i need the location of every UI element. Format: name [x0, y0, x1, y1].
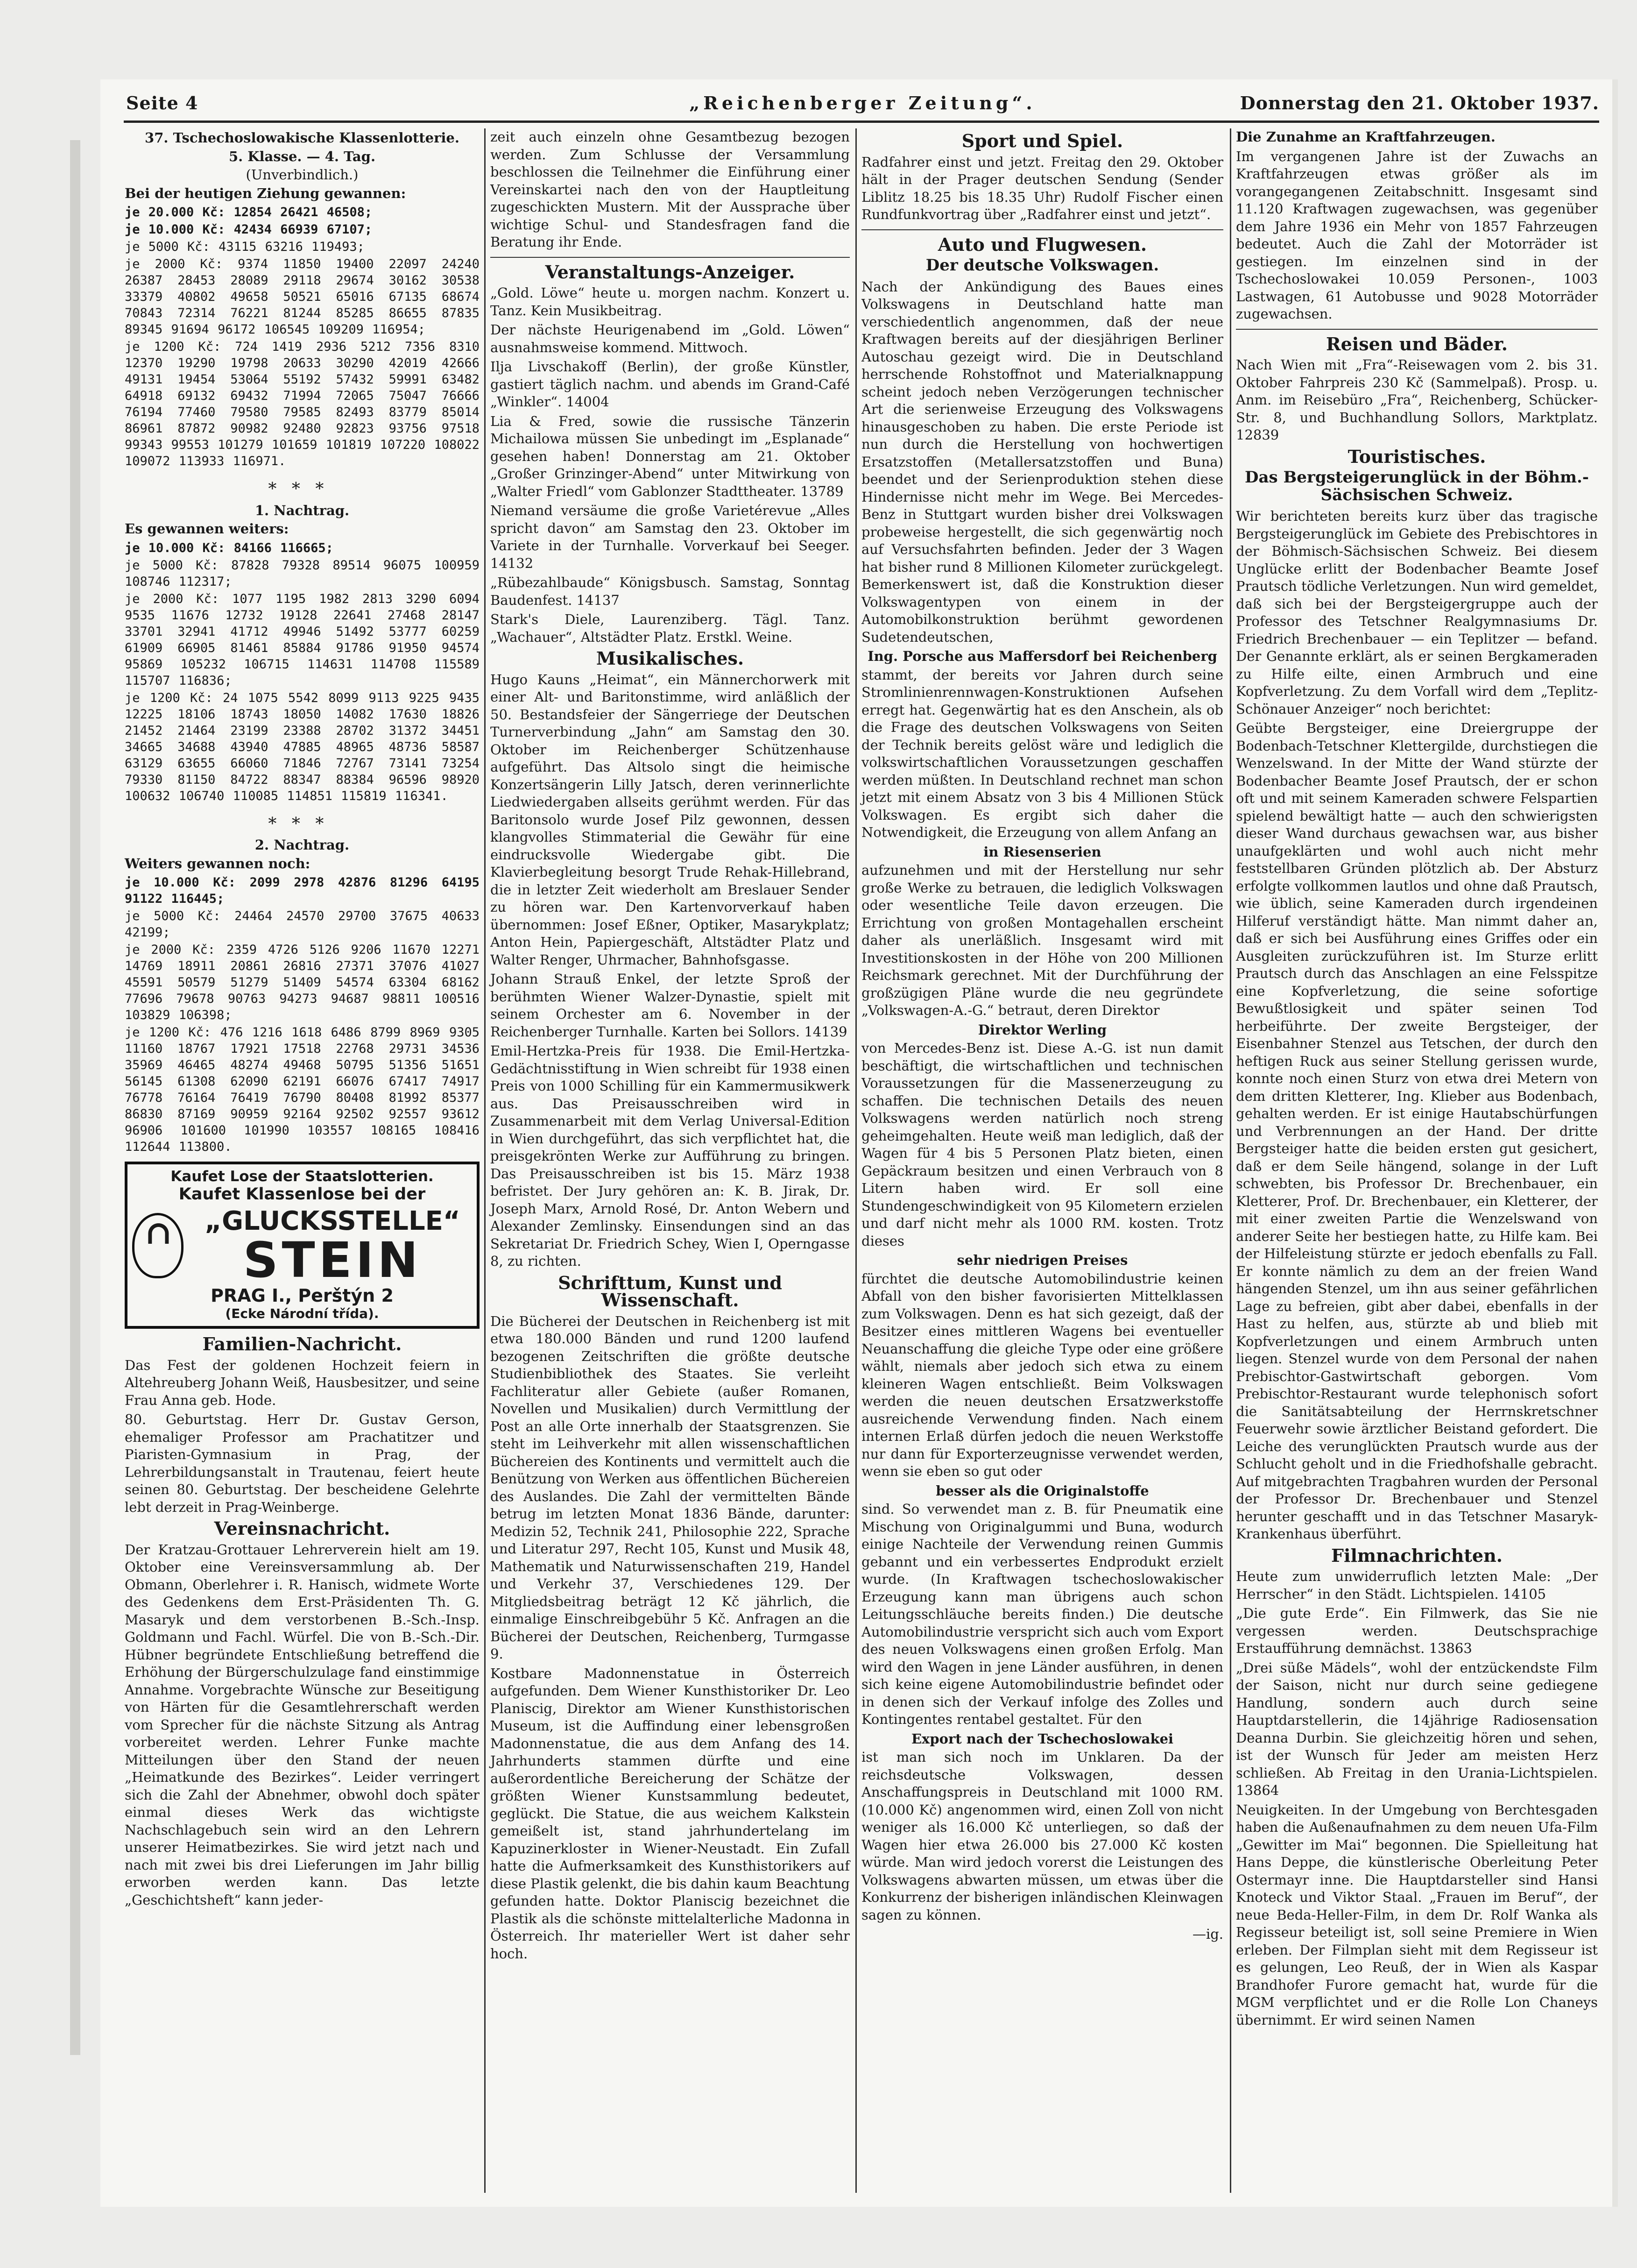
- section-heading: Reisen und Bäder.: [1326, 333, 1508, 354]
- section-heading: Veranstaltungs-Anzeiger.: [545, 261, 795, 283]
- article-paragraph: sind. So verwendet man z. B. für Pneumatik eine Mischung von Originalgummi und Buna, wodurch einige Nachteile der Verwendung reinen Gummis gebannt und ein verbessertes Endprodukt erzielt wurde. (In Kraftwagen tschechoslowakischer Erzeugung kann man übrigens auch schon Leitungsschläuche bereits finden.) Die deutsche Automobilindustrie verspricht sich auch vom Export des neuen Volkswagens einen großen Erfolg. Man wird den Wagen in jene Länder ausführen, in denen sich keine eigene Automobilindustrie befindet oder in denen sich der Verkauf infolge des Zolles und Kontingentes rentabel gestaltet. Für den: [861, 1501, 1223, 1727]
- article-subheading: in Riesenserien: [983, 843, 1101, 860]
- section-stars: ∗∗∗: [267, 476, 338, 495]
- article-paragraph: Kostbare Madonnenstatue in Österreich aufgefunden. Dem Wiener Kunsthistoriker Dr. Leo Planiscig, Direktor am Wiener Kunsthistorischen Museum, ist die Auffindung einer lebensgroßen Madonnenstatue, die aus dem Anfang des 14. Jahrhunderts stammen dürfte und eine außerordentliche Bereicherung der Schätze der größten Wiener Kunstsammlung bedeutet, geglückt. Die Statue, die aus weichem Kalkstein gemeißelt ist, stand jahrhundertelang im Kapuzinerkloster in Wiener-Neustadt. Ein Zufall hatte die Aufmerksamkeit des Kunsthistorikers auf diese Plastik gelenkt, die bis dahin kaum Beachtung gefunden hatte. Doktor Planiscig bezeichnet die Plastik als die schönste mittelalterliche Madonna in Österreich. Ihr materieller Wert ist daher sehr hoch.: [490, 1665, 850, 1962]
- ad-address: PRAG I., Perštýn 2: [211, 1285, 394, 1306]
- article-paragraph: von Mercedes-Benz ist. Diese A.-G. ist nun damit beschäftigt, die wirtschaftlichen und technischen Voraussetzungen für die Massenerzeugung zu schaffen. Die technischen Details des neuen Volkswagens werden natürlich noch streng geheimgehalten. Heute weiß man lediglich, daß der Wagen für 4 bis 5 Personen Platz bieten, einen Gepäckraum besitzen und einen Verbrauch von 8 Litern haben wird. Er soll eine Stundengeschwindigkeit von 95 Kilometern erzielen und darf nicht mehr als 1000 RM. kosten. Trotz dieses: [861, 1040, 1223, 1249]
- article-paragraph: Die Bücherei der Deutschen in Reichenberg ist mit etwa 180.000 Bänden und rund 1200 laufend bezogenen Zeitschriften die größte deutsche Studienbibliothek des Staates. Sie verleiht Fachliteratur aller Gebiete (außer Romanen, Novellen und Musikalien) durch Vermittlung der Post an alle Orte innerhalb der Staatsgrenzen. Sie steht im Leihverkehr mit allen wissenschaftlichen Büchereien des Kontinents und vermittelt auch die Benützung von Werken aus öffentlichen Büchereien des Auslandes. Die Zahl der vermittelten Bände betrug im letzten Monat 1836 Bände, darunter: Medizin 52, Technik 241, Philosophie 222, Sprache und Literatur 297, Recht 105, Kunst und Musik 48, Mathematik und Naturwissenschaften 219, Handel und Verkehr 37, Verschiedenes 129. Der Mitgliedsbeitrag beträgt 12 Kč jährlich, die einmalige Einschreibgebühr 5 Kč. Anfragen an die Bücherei der Deutschen, Reichenberg, Turmgasse 9.: [490, 1313, 850, 1662]
- article-paragraph: Radfahrer einst und jetzt. Freitag den 29. Oktober hält in der Prager deutschen Sendung (Sender Liblitz 18.25 bis 18.35 Uhr) Rudolf Fischer einen Rundfunkvortrag über „Radfahrer einst und jetzt“.: [861, 154, 1223, 222]
- article-paragraph: Hugo Kauns „Heimat“, ein Männerchorwerk mit einer Alt- und Baritonstimme, wird anläßlich der 50. Bestandsfeier der Sängerriege der Deutschen Turnerverbindung „Jahn“ am Samstag den 30. Oktober im Reichenberger Schützenhause aufgeführt. Das Altsolo singt die heimische Konzertsängerin Lilly Jatsch, deren verinnerlichte Liedwiedergaben allseits gerühmt werden. Für das Baritonsolo wurde Josef Pilz gewonnen, dessen klangvolles Stimmaterial die Gewähr für eine eindrucksvolle Wiedergabe gibt. Die Klavierbegleitung besorgt Trude Rehak-Hillebrand, die in letzter Zeit wiederholt am Breslauer Sender zu hören war. Den Kartenvorverkauf haben übernommen: Josef Eßner, Optiker, Masarykplatz; Anton Hein, Papiergeschäft, Altstädter Platz und Walter Renger, Uhrmacher, Bahnhofsgasse.: [490, 671, 850, 968]
- lottery-numbers: je 5000 Kč: 87828 79328 89514 96075 100959 108746 112317;: [125, 558, 488, 589]
- notice: „Die gute Erde“. Ein Filmwerk, das Sie nie vergessen werden. Deutschsprachige Erstaufführung demnächst. 13863: [1236, 1605, 1598, 1656]
- ad-address-note: (Ecke Národní třída).: [225, 1305, 379, 1321]
- lottery-numbers: je 10.000 Kč: 2099 2978 42876 81296 64195 91122 116445;: [125, 875, 488, 906]
- notice: Niemand versäume die große Varietérevue „Alles spricht davon“ am Samstag den 23. Oktober im Variete in der Turnhalle. Vorverkauf bei Seeger. 14132: [490, 503, 850, 571]
- article-paragraph: Der Kratzau-Grottauer Lehrerverein hielt am 19. Oktober eine Vereinsversammlung ab. Der Obmann, Oberlehrer i. R. Hanisch, widmete Worte des Gedenkens dem Erst-Präsidenten Th. G. Masaryk und dem verstorbenen B.-Sch.-Insp. Goldmann und Fachl. Würfel. Die von B.-Sch.-Dir. Hübner begründete Entschließung betreffend die Erhöhung der Bürgerschulzulage fand einstimmige Annahme. Vorgebrachte Wünsche zur Beseitigung von Härten für die Gesamtlehrerschaft werden vom Sprecher für die nächste Sitzung als Antrag vorbereitet werden. Lehrer Funke machte Mitteilungen über den Stand der neuen „Heimatkunde des Bezirkes“. Leider verringert sich die Zahl der Abnehmer, obwohl doch später einmal dieses Werk das wichtigste Nachschlagebuch sein wird an den Lehrern unserer Heimatbezirkes. Sie wird jetzt nach und nach mit zwei bis drei Lieferungen im Jahr billig erworben werden kann. Das letzte „Geschichtsheft“ kann jeder-: [125, 1541, 480, 1908]
- lottery-class: 5. Klasse. — 4. Tag.: [228, 148, 376, 164]
- lottery-intro: Bei der heutigen Ziehung gewannen:: [125, 185, 406, 201]
- section-rule: [1236, 329, 1598, 330]
- notice: Nach Wien mit „Fra“-Reisewagen vom 2. bis 31. Oktober Fahrpreis 230 Kč (Sammelpaß). Prosp. u. Anm. im Reisebüro „Fra“, Reichenberg, Schücker-Str. 8, und Buchhandlung Sollors, Marktplatz. 12839: [1236, 357, 1598, 443]
- article-paragraph: stammt, der bereits vor Jahren durch seine Stromlinienrennwagen-Konstruktionen Aufsehen erregt hat. Gegenwärtig hat es den Anschein, als ob die Frage des deutschen Volkswagens von Seiten der Technik bereits gelöst wäre und lediglich die volkswirtschaftlichen Voraussetzungen geschaffen werden müßten. In Deutschland rechnet man schon jetzt mit einem Absatz von 3 bis 4 Millionen Stück Volkswagen. Es ergibt sich daher die Notwendigkeit, die Erzeugung von allem Anfang an: [861, 666, 1223, 840]
- notice: Der nächste Heurigenabend im „Gold. Löwen“ ausnahmsweise kommend. Mittwoch.: [490, 322, 850, 355]
- lottery-numbers: je 10.000 Kč: 84166 116665;: [125, 540, 333, 555]
- section-heading: Touristisches.: [1348, 446, 1486, 467]
- lottery-numbers: je 2000 Kč: 2359 4726 5126 9206 11670 12271 14769 18911 20861 26816 27371 37076 41027 45591 50579 51279 51409 54574 63304 68162 77696 79678 90763 94273 94687 98811 100516 103829 106398;: [125, 943, 488, 1022]
- column-rule: [1230, 128, 1231, 2193]
- article-paragraph: Wir berichteten bereits kurz über das tragische Bergsteigerunglück im Gebiete des Prebischtores in der Böhmisch-Sächsischen Schweiz. Bei diesem Unglücke erlitt der Bodenbacher Beamte Josef Prautsch tödliche Verletzungen. Nun wird gemeldet, daß sich bei der Bergsteigergruppe auch der Professor des Tetschner Realgymnasiums Dr. Friedrich Brechenbauer — ein Teplitzer — befand. Der Genannte erklärt, als er seinen Bergkameraden zu Hilfe eilte, einen Armbruch und eine Kopfverletzung. Zu dem Vorfall wird dem „Teplitz-Schönauer Anzeiger“ noch berichtet:: [1236, 508, 1598, 717]
- article-subheading: besser als die Originalstoffe: [936, 1482, 1149, 1499]
- column-3: [861, 128, 1223, 2197]
- section-heading: Sport und Spiel.: [961, 130, 1123, 151]
- article-paragraph: Neuigkeiten. In der Umgebung von Berchtesgaden haben die Außenaufnahmen zu dem neuen Ufa-Film „Gewitter im Mai“ begonnen. Die Spielleitung hat Hans Deppe, die künstlerische Oberleitung Peter Ostermayr inne. Die Hauptdarsteller sind Hansi Knoteck und Viktor Staal. „Frauen im Beruf“, der neue Beda-Heller-Film, in dem Dr. Rolf Wanka als Regisseur beteiligt ist, soll seine Premiere in Wien erleben. Der Filmplan sieht mit dem Regisseur ist es gelungen, Leo Reuß, der in Wien als Kaspar Brandhofer Furore gemacht hat, wurde für die MGM verpflichtet und er die Rolle Lon Chaneys übernimmt. Er wird seinen Namen: [1236, 1801, 1598, 2028]
- newspaper-page: [100, 79, 1618, 2207]
- issue-date: Donnerstag den 21. Oktober 1937.: [1240, 92, 1599, 113]
- ad-line: Kaufet Lose der Staatslotterien.: [170, 1168, 434, 1185]
- section-stars: ∗∗∗: [267, 810, 338, 830]
- article-paragraph: 80. Geburtstag. Herr Dr. Gustav Gerson, ehemaliger Professor am Prachatitzer und Piaristen-Gymnasium in Prag, der Lehrerbildungsanstalt in Trautenau, feiert heute seinen 80. Geburtstag. Der bescheidene Gelehrte lebt derzeit in Prag-Weinberge.: [125, 1411, 480, 1515]
- section-heading: Schrifttum, Kunst und Wissenschaft.: [558, 1272, 782, 1311]
- lottery-numbers: je 5000 Kč: 24464 24570 29700 37675 40633 42199;: [125, 909, 488, 940]
- header-rule: [124, 120, 1599, 123]
- section-heading: Filmnachrichten.: [1331, 1545, 1503, 1566]
- section-heading: Familien-Nachricht.: [202, 1333, 402, 1354]
- section-heading: Musikalisches.: [596, 648, 744, 669]
- notice: „Rübezahlbaude“ Königsbusch. Samstag, Sonntag Baudenfest. 14137: [490, 574, 850, 608]
- article-subheading: sehr niedrigen Preises: [957, 1252, 1128, 1268]
- ad-body: [132, 1206, 472, 1289]
- article-paragraph: zeit auch einzeln ohne Gesamtbezug bezogen werden. Zum Schlusse der Versammlung beschlossen die Teilnehmer die Einführung einer Vereinskartei nach den von der Hauptleitung zugeschickten Mustern. Mit der Aussprache über wichtige Schul- und Standesfragen fand die Beratung ihr Ende.: [490, 129, 850, 250]
- lottery-numbers: je 10.000 Kč: 42434 66939 67107;: [125, 222, 373, 237]
- article-paragraph: fürchtet die deutsche Automobilindustrie keinen Abfall von den bisher favorisierten Mittelklassen zum Volkswagen. Denn es hat sich gezeigt, daß der Besitzer eines mittleren Wagens bei eventueller Neuanschaffung die gleiche Type oder eine größere wählt, niemals aber jedoch sich etwa zu einem kleineren Wagen entschließt. Beim Volkswagen werden die neuen deutschen Ersatzwerkstoffe ausreichende Verwendung finden. Nach einem internen Erlaß dürfen jedoch die neuen Werkstoffe nur dann für Exporterzeugnisse verwendet werden, wenn sie eben so gut oder: [861, 1270, 1223, 1479]
- lottery-numbers: je 1200 Kč: 724 1419 2936 5212 7356 8310 12370 19290 19798 20633 30290 42019 42666 49131 19454 53064 55192 57432 59991 63482 64918 69132 69432 71994 72065 75047 76666 76194 77460 79580 79585 82493 83779 85014 86961 87872 90982 92480 92823 93756 97518 99343 99553 101279 101659 101819 107220 108022 109072 113933 116971.: [125, 340, 488, 468]
- lottery-numbers: je 2000 Kč: 9374 11850 19400 22097 24240 26387 28453 28089 29118 29674 30162 30538 33379 40802 49658 50521 65016 67135 68674 70843 72314 76221 81244 85285 86655 87835 89345 91694 96172 106545 109209 116954;: [125, 257, 488, 337]
- page-number: Seite 4: [126, 92, 198, 113]
- article-paragraph: Emil-Hertzka-Preis für 1938. Die Emil-Hertzka-Gedächtnisstiftung in Wien schreibt für 1938 einen Preis von 1000 Schilling für ein Kammermusikwerk aus. Das Preisausschreiben wird in Zusammenarbeit mit dem Verlag Universal-Edition in Wien durchgeführt, das sich verpflichtet hat, die preisgekrönten Werke zur Aufführung zu bringen. Das Preisausschreiben ist bis 15. März 1938 befristet. Der Jury gehören an: K. B. Jirak, Dr. Joseph Marx, Arnold Rosé, Dr. Anton Webern und Alexander Zemlinsky. Einsendungen sind an das Sekretariat Dr. Friedrich Schey, Wien I, Operngasse 8, zu richten.: [490, 1043, 850, 1269]
- notice: Ilja Livschakoff (Berlin), der große Künstler, gastiert täglich nachm. und abends im Grand-Café „Winkler“. 14004: [490, 359, 850, 410]
- notice: Lia & Fred, sowie die russische Tänzerin Michailowa müssen Sie unbedingt im „Esplanade“ gesehen haben! Donnerstag am 21. Oktober „Großer Grinzinger-Abend“ unter Mitwirkung von „Walter Friedl“ vom Gablonzer Stadttheater. 13789: [490, 413, 850, 499]
- article-headline: Der deutsche Volkswagen.: [925, 256, 1159, 275]
- article-paragraph: aufzunehmen und mit der Herstellung nur sehr große Werke zu betrauen, die lediglich Volkswagen oder wesentliche Teile davon erzeugen. Die Errichtung von großen Montagehallen erscheint daher als unerläßlich. Insgesamt wird mit Investitionskosten in der Höhe von 200 Millionen Reichsmark gerechnet. Mit der Durchführung der großzügigen Pläne wurde die neu gegründete „Volkswagen-A.-G.“ betraut, deren Direktor: [861, 862, 1223, 1018]
- lottery-note: (Unverbindlich.): [246, 167, 359, 183]
- article-paragraph: Johann Strauß Enkel, der letzte Sproß der berühmten Wiener Walzer-Dynastie, spielt mit seinem Orchester am 6. November in der Reichenberger Turnhalle. Karten bei Sollors. 14139: [490, 971, 850, 1040]
- article-lead: Die Zunahme an Kraftfahrzeugen.: [1236, 129, 1496, 145]
- column-rule: [855, 128, 857, 2193]
- ad-brand: [193, 1206, 472, 1289]
- column-2: [490, 128, 850, 2197]
- ad-brand-stein: STEIN: [243, 1232, 422, 1289]
- section-rule: [861, 229, 1223, 230]
- notice: „Gold. Löwe“ heute u. morgen nachm. Konzert u. Tanz. Kein Musikbeitrag.: [490, 285, 850, 319]
- newspaper-name: „Reichenberger Zeitung“.: [689, 92, 1036, 113]
- article-subheading: Export nach der Tschechoslowakei: [911, 1730, 1174, 1747]
- supplement-intro: Es gewannen weiters:: [125, 521, 289, 537]
- section-heading: Auto und Flugwesen.: [938, 234, 1147, 255]
- supplement-intro: Weiters gewannen noch:: [125, 855, 310, 872]
- notice: Heute zum unwiderruflich letzten Male: „Der Herrscher“ in den Städt. Lichtspielen. 14105: [1236, 1568, 1598, 1602]
- article-paragraph: ist man sich noch im Unklaren. Da der reichsdeutsche Volkswagen, dessen Anschaffungspreis in Deutschland mit 1000 RM. (10.000 Kč) angenommen wird, einen Zoll von nicht weniger als 16.000 Kč unterliegen, so daß der Wagen hier etwa 26.000 bis 27.000 Kč kosten würde. Man wird jedoch vorerst die Leistungen des Volkswagens abwarten müssen, um etwas über die Konkurrenz der bisherigen inländischen Kleinwagen sagen zu können.: [861, 1749, 1223, 1923]
- article-paragraph: Im vergangenen Jahre ist der Zuwachs an Kraftfahrzeugen etwas größer als im vorangegangenen Zeitabschnitt. Insgesamt sind 11.120 Kraftwagen zugewachsen, was gegenüber dem Jahre 1936 ein Mehr von 1857 Fahrzeugen bedeutet. Auch die Zahl der Motorräder ist gestiegen. Im einzelnen sind in der Tschechoslowakei 10.059 Personen-, 1003 Lastwagen, 61 Autobusse und 9028 Motorräder zugewachsen.: [1236, 148, 1598, 322]
- page-header: [126, 89, 1599, 121]
- lottery-advertisement: [125, 1162, 480, 1329]
- column-1: [125, 128, 488, 2197]
- lottery-numbers: je 2000 Kč: 1077 1195 1982 2813 3290 6094 9535 11676 12732 19128 22641 27468 28147 33701 32941 41712 49946 51492 53777 60259 61909 66905 81461 85884 91786 91950 94574 95869 105232 106715 114631 114708 115589 115707 116836;: [125, 591, 488, 688]
- article-subheading: Ing. Porsche aus Maffersdorf bei Reichenberg: [868, 648, 1217, 664]
- author-sign: —ig.: [1192, 1926, 1223, 1942]
- article-paragraph: Geübte Bergsteiger, eine Dreiergruppe der Bodenbach-Tetschner Klettergilde, durchstiegen die Wenzelswand. In der Mitte der Wand stürzte der Bodenbacher Beamte Josef Prautsch, der er schon oft und mit seinem Kameraden schwere Felspartien spielend bewältigt hatte — auch den schwierigsten dieser Wand durchaus gewachsen war, aus bisher unaufgeklärten und wohl auch nicht mehr feststellbaren Gründen plötzlich ab. Der Absturz erfolgte vollkommen lautlos und ohne daß Prautsch, wie üblich, seine Kameraden durch irgendeinen Hilferuf verständigt hätte. Man nimmt daher an, daß er sich bei Ausführung eines Griffes oder ein Ausgleiten zurückzuführen ist. Im Sturze erlitt Prautsch durch das Anschlagen an eine Felsspitze eine Kopfverletzung, die seine sofortige Bewußtlosigkeit und später seinen Tod herbeiführte. Der zweite Bergsteiger, der Eisenbahner Stenzel aus Tetschen, der durch den heftigen Ruck aus seiner Stellung gerissen wurde, konnte noch einen Sturz von etwa drei Metern von dem dritten Kletterer, Ing. Klieber aus Bodenbach, gehalten werden. Er ist einige Hautabschürfungen und Verbrennungen an der Hand. Der dritte Bergsteiger hatte die beiden ersten gut gesichert, daß er dem Seile hängend, solange in der Luft schwebten, bis Professor Dr. Brechenbauer, ein Kletterer, Prof. Dr. Brechenbauer, ein Kletterer, der mit einer zweiten Partie die Wenzelswand von anderer Seite her bestiegen hatte, zu Hilfe kam. Bei der Hilfeleistung stürzte er jedoch ebenfalls zu Fall. Er konnte nämlich zu dem an der freien Wand hängenden Stenzel, um ihn aus seiner gefährlichen Lage zu befreien, gibt aber dabei, ebenfalls in der Hast zu helfen, aus, stürzte ab und blieb mit Kopfverletzungen und einem Armbruch unten liegen. Stenzel wurde von dem Personal der nahen Prebischtor-Gastwirtschaft geborgen. Vom Prebischtor-Restaurant wurde telephonisch sofort die Sanitätsabteilung der Herrnskretschner Feuerwehr sowie ärztlicher Beistand gefordert. Die Leiche des verunglückten Prautsch wurde aus der Schlucht geholt und in die Friedhofshalle gebracht. Auf mitgebrachten Tragbahren wurden der Personal der Professor Dr. Brechenbauer und Stenzel herunter geschafft und in das Tetschner Masaryk-Krankenhaus überführt.: [1236, 720, 1598, 1542]
- notice: „Drei süße Mädels“, wohl der entzückendste Film der Saison, nicht nur durch seine gediegene Handlung, sondern auch durch seine Hauptdarstellerin, die 14jährige Radiosensation Deanna Durbin. Sie gleichzeitig hören und sehen, ist der Wunsch für Jeder am meisten Herz schließen. Ab Freitag in den Urania-Lichtspielen. 13864: [1236, 1659, 1598, 1798]
- lottery-numbers: je 1200 Kč: 24 1075 5542 8099 9113 9225 9435 12225 18106 18743 18050 14082 17630 18826 21452 21464 23199 23388 28702 31372 34451 34665 34688 43940 47885 48965 48736 58587 63129 63655 66060 71846 72767 73141 73254 79330 81150 84722 88347 88384 96596 98920 100632 106740 110085 114851 115819 116341.: [125, 690, 488, 803]
- page-edge-shadow: [70, 140, 80, 2055]
- horseshoe-logo-icon: [132, 1213, 183, 1278]
- lottery-numbers: je 5000 Kč: 43115 63216 119493;: [125, 240, 365, 254]
- column-4: [1236, 128, 1598, 2197]
- lottery-numbers: je 1200 Kč: 476 1216 1618 6486 8799 8969 9305 11160 18767 17921 17518 22768 29731 34536 35969 46465 48274 49468 50795 51356 51651 56145 61308 62090 62191 66076 67417 74917 76778 76164 76419 76790 80408 81992 85377 86830 87169 90959 92164 92502 92557 93612 96906 101600 101990 103557 108165 108416 112644 113800.: [125, 1025, 488, 1154]
- scan-margin: [1612, 79, 1618, 2207]
- article-paragraph: Nach der Ankündigung des Baues eines Volkswagens in Deutschland hatte man verschiedentlich angenommen, daß der neue Kraftwagen bereits auf der diesjährigen Berliner Autoschau gezeigt wird. Die in Deutschland herrschende Rohstoffnot und Materialknappung scheint jedoch neben Verzögerungen technischer Art die serienweise Erzeugung des Volkswagens hinausgeschoben zu haben. Die erste Periode ist nun durch die Herstellung von hochwertigen Ersatzstoffen (Metallersatzstoffen und Buna) beendet und der Serienproduktion stehen diese Hindernisse nicht mehr im Wege. Bei Mercedes-Benz in Stuttgart wurden bisher drei Volkswagen probeweise hergestellt, die sich gegenwärtig noch auf Versuchsfahrten befinden. Jeder der 3 Wagen hat bisher rund 8 Millionen Kilometer zurückgelegt. Bemerkenswert ist, daß die Konstruktion dieser Volkswagentypen von einem in der Automobilkonstruktion berühmt gewordenen Sudetendeutschen,: [861, 278, 1223, 645]
- section-rule: [490, 257, 850, 258]
- lottery-title: 37. Tschechoslowakische Klassenlotterie.: [145, 130, 459, 146]
- notice: Stark's Diele, Laurenziberg. Tägl. Tanz. „Wachauer“, Altstädter Platz. Erstkl. Weine.: [490, 611, 850, 645]
- ad-line: Kaufet Klassenlose bei der: [178, 1184, 426, 1204]
- article-subheading: Direktor Werling: [978, 1021, 1107, 1038]
- article-paragraph: Das Fest der goldenen Hochzeit feiern in Altehreuberg Johann Weiß, Hausbesitzer, und seine Frau Anna geb. Hode.: [125, 1357, 480, 1408]
- ad-brand-name: „GLUCKSSTELLE“: [205, 1206, 460, 1236]
- lottery-numbers: je 20.000 Kč: 12854 26421 46508;: [125, 205, 373, 220]
- section-heading: Vereinsnachricht.: [214, 1518, 390, 1539]
- article-headline: Das Bergsteigerunglück in der Böhm.-Sächsischen Schweiz.: [1245, 468, 1589, 504]
- supplement-title: 1. Nachtrag.: [254, 502, 350, 518]
- supplement-title: 2. Nachtrag.: [254, 837, 350, 853]
